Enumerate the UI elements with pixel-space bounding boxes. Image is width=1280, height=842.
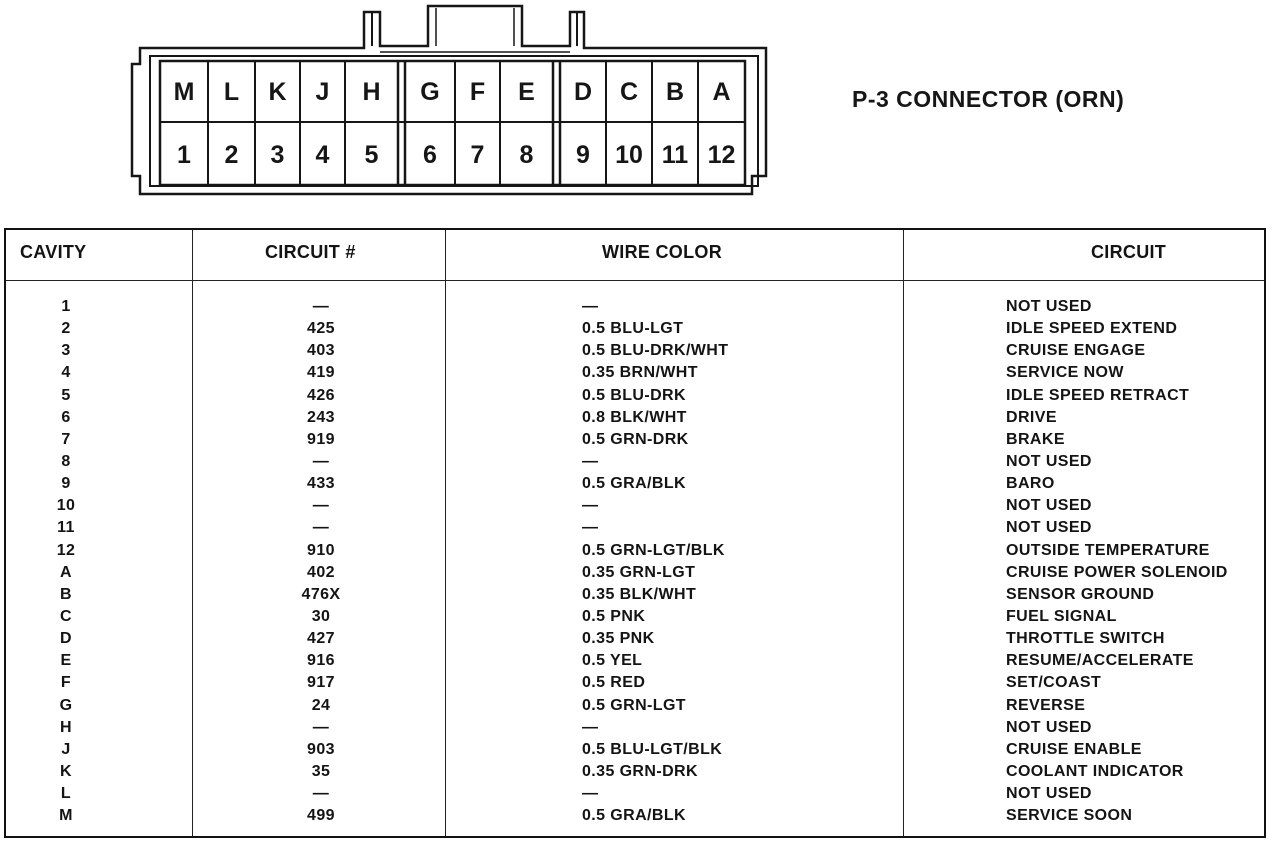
pinout-table xyxy=(4,228,1266,838)
cavity-letter-label: B xyxy=(665,78,685,106)
cavity-number-label: 4 xyxy=(315,141,330,169)
cavity-number-label: 3 xyxy=(270,141,285,169)
wire-color-cell: 0.5 BLU-LGT/BLK xyxy=(582,740,723,758)
circuit-cell: REVERSE xyxy=(1006,696,1086,714)
table-row xyxy=(6,473,1264,495)
circuit-cell: DRIVE xyxy=(1006,408,1057,426)
circuit-number-cell: 419 xyxy=(307,364,335,382)
circuit-cell: COOLANT INDICATOR xyxy=(1006,762,1184,780)
circuit-number-cell: — xyxy=(312,718,330,736)
circuit-cell: BARO xyxy=(1006,475,1055,493)
table-row xyxy=(6,584,1264,606)
cavity-letter-label: K xyxy=(268,78,287,106)
circuit-cell: NOT USED xyxy=(1006,718,1092,736)
cavity-number-label: 12 xyxy=(707,141,736,169)
wire-color-cell: 0.35 PNK xyxy=(582,630,655,648)
circuit-cell: SERVICE NOW xyxy=(1006,364,1124,382)
cavity-cell: 8 xyxy=(61,452,71,470)
circuit-number-cell: 426 xyxy=(307,386,335,404)
cavity-number-label: 10 xyxy=(615,141,643,169)
connector-title: P-3 CONNECTOR (ORN) xyxy=(852,86,1125,112)
cavity-cell: 12 xyxy=(56,541,76,559)
circuit-number-cell: — xyxy=(312,497,330,515)
cavity-letter-label: C xyxy=(619,78,639,106)
header-circuit-number: CIRCUIT # xyxy=(265,242,356,262)
circuit-number-cell: 903 xyxy=(307,740,335,758)
wire-color-cell: — xyxy=(582,785,599,803)
wire-color-cell: 0.5 BLU-DRK/WHT xyxy=(582,342,729,360)
cavity-letter-label: G xyxy=(420,78,440,106)
wire-color-cell: 0.5 GRA/BLK xyxy=(582,475,686,493)
cavity-cell: 5 xyxy=(61,386,71,404)
cavity-cell: 2 xyxy=(61,320,71,338)
cavity-letter-label: E xyxy=(518,78,535,106)
cavity-cell: L xyxy=(60,785,72,803)
table-row xyxy=(6,695,1264,717)
cavity-letter-label: F xyxy=(469,78,486,106)
circuit-number-cell: 30 xyxy=(311,607,331,625)
wire-color-cell: — xyxy=(582,519,599,537)
cavity-cell: C xyxy=(60,607,72,625)
table-row xyxy=(6,318,1264,340)
table-row xyxy=(6,429,1264,451)
cavity-cell: 10 xyxy=(56,497,76,515)
circuit-number-cell: 35 xyxy=(311,762,331,780)
wire-color-cell: 0.5 GRN-LGT/BLK xyxy=(582,541,725,559)
wire-color-cell: 0.5 GRN-DRK xyxy=(582,430,689,448)
circuit-number-cell: 433 xyxy=(307,475,335,493)
table-row xyxy=(6,296,1264,318)
cavity-cell: 6 xyxy=(61,408,71,426)
wire-color-cell: 0.5 BLU-DRK xyxy=(582,386,686,404)
circuit-cell: NOT USED xyxy=(1006,298,1092,315)
circuit-number-cell: 403 xyxy=(307,342,335,360)
circuit-cell: IDLE SPEED RETRACT xyxy=(1006,386,1190,404)
cavity-number-label: 9 xyxy=(576,141,590,169)
circuit-cell: NOT USED xyxy=(1006,519,1092,537)
table-row xyxy=(6,783,1264,805)
circuit-cell: OUTSIDE TEMPERATURE xyxy=(1006,541,1210,559)
cavity-letter-label: D xyxy=(573,78,593,106)
wire-color-cell: 0.5 RED xyxy=(582,674,646,692)
cavity-cell: J xyxy=(61,740,71,758)
circuit-number-cell: — xyxy=(312,785,330,803)
cavity-cell: 11 xyxy=(57,519,75,537)
circuit-number-cell: 499 xyxy=(307,807,335,825)
circuit-number-cell: 917 xyxy=(307,674,335,692)
circuit-number-cell: 476X xyxy=(301,585,341,603)
header-cavity: CAVITY xyxy=(20,242,87,262)
circuit-number-cell: — xyxy=(312,452,330,470)
cavity-cell: 9 xyxy=(61,475,71,493)
cavity-cell: M xyxy=(59,807,73,825)
table-row xyxy=(6,540,1264,562)
circuit-number-cell: — xyxy=(312,298,330,315)
table-row xyxy=(6,606,1264,628)
cavity-letter-label: J xyxy=(315,78,330,106)
circuit-cell: NOT USED xyxy=(1006,452,1092,470)
table-row xyxy=(6,340,1264,362)
cavity-letter-label: M xyxy=(173,78,195,106)
circuit-cell: NOT USED xyxy=(1006,785,1092,803)
circuit-cell: CRUISE ENABLE xyxy=(1006,740,1142,758)
wire-color-cell: 0.35 GRN-DRK xyxy=(582,762,698,780)
table-row xyxy=(6,628,1264,650)
circuit-number-cell: 243 xyxy=(307,408,335,426)
cavity-cell: K xyxy=(60,762,72,780)
table-row xyxy=(6,761,1264,783)
header-circuit: CIRCUIT xyxy=(1091,242,1167,262)
wire-color-cell: 0.8 BLK/WHT xyxy=(582,408,687,426)
table-row xyxy=(6,407,1264,429)
cavity-cell: G xyxy=(59,696,73,714)
circuit-number-cell: 427 xyxy=(307,630,335,648)
circuit-cell: CRUISE ENGAGE xyxy=(1006,342,1146,360)
wire-color-cell: 0.35 GRN-LGT xyxy=(582,563,696,581)
circuit-cell: THROTTLE SWITCH xyxy=(1006,630,1165,648)
wire-color-cell: — xyxy=(582,452,599,470)
table-row xyxy=(6,362,1264,384)
cavity-number-label: 2 xyxy=(224,141,239,169)
cavity-letter-label: A xyxy=(712,78,731,106)
circuit-cell: IDLE SPEED EXTEND xyxy=(1006,320,1178,338)
circuit-cell: BRAKE xyxy=(1006,430,1065,448)
connector-diagram xyxy=(0,0,780,210)
circuit-number-cell: 919 xyxy=(307,430,335,448)
table-row xyxy=(6,650,1264,672)
circuit-cell: SERVICE SOON xyxy=(1006,807,1133,825)
table-row xyxy=(6,385,1264,407)
cavity-number-label: 8 xyxy=(519,141,534,169)
wire-color-cell: 0.5 GRN-LGT xyxy=(582,696,686,714)
table-row xyxy=(6,562,1264,584)
cavity-cell: H xyxy=(60,718,72,736)
wire-color-cell: 0.5 BLU-LGT xyxy=(582,320,684,338)
circuit-cell: NOT USED xyxy=(1006,497,1092,515)
cavity-cell: E xyxy=(60,652,72,670)
circuit-number-cell: 916 xyxy=(307,652,335,670)
table-row xyxy=(6,805,1264,827)
circuit-cell: SENSOR GROUND xyxy=(1006,585,1155,603)
table-row xyxy=(6,672,1264,694)
table-header-divider xyxy=(6,280,1264,281)
wire-color-cell: 0.5 PNK xyxy=(582,607,646,625)
table-row xyxy=(6,451,1264,473)
table-body xyxy=(6,296,1264,827)
circuit-cell: SET/COAST xyxy=(1006,674,1102,692)
table-row xyxy=(6,717,1264,739)
cavity-cell: 1 xyxy=(61,298,71,315)
cavity-cell: 3 xyxy=(61,342,71,360)
circuit-cell: CRUISE POWER SOLENOID xyxy=(1006,563,1228,581)
wire-color-cell: 0.35 BRN/WHT xyxy=(582,364,698,382)
wire-color-cell: — xyxy=(582,497,599,515)
wire-color-cell: — xyxy=(582,718,599,736)
wire-color-cell: 0.5 YEL xyxy=(582,652,643,670)
circuit-number-cell: 910 xyxy=(307,541,335,559)
cavity-letter-label: L xyxy=(223,78,240,106)
cavity-cell: D xyxy=(60,630,72,648)
wire-color-cell: 0.5 GRA/BLK xyxy=(582,807,686,825)
cavity-number-label: 1 xyxy=(177,141,191,169)
circuit-number-cell: 24 xyxy=(311,696,331,714)
circuit-number-cell: 402 xyxy=(307,563,335,581)
cavity-number-label: 7 xyxy=(470,141,485,169)
circuit-number-cell: 425 xyxy=(307,320,335,338)
cavity-number-label: 5 xyxy=(364,141,379,169)
wire-color-cell: — xyxy=(582,298,599,315)
cavity-cell: 4 xyxy=(61,364,71,382)
cavity-number-label: 11 xyxy=(661,141,689,169)
table-row xyxy=(6,739,1264,761)
circuit-cell: FUEL SIGNAL xyxy=(1006,607,1117,625)
circuit-number-cell: — xyxy=(312,519,330,537)
cavity-cell: 7 xyxy=(61,430,71,448)
circuit-cell: RESUME/ACCELERATE xyxy=(1006,652,1194,670)
cavity-number-label: 6 xyxy=(423,141,437,169)
wire-color-cell: 0.35 BLK/WHT xyxy=(582,585,697,603)
table-row xyxy=(6,517,1264,539)
cavity-cell: A xyxy=(60,563,72,581)
cavity-cell: F xyxy=(60,674,72,692)
header-wire-color: WIRE COLOR xyxy=(602,242,722,262)
cavity-cell: B xyxy=(60,585,72,603)
table-row xyxy=(6,495,1264,517)
cavity-letter-label: H xyxy=(362,78,381,106)
